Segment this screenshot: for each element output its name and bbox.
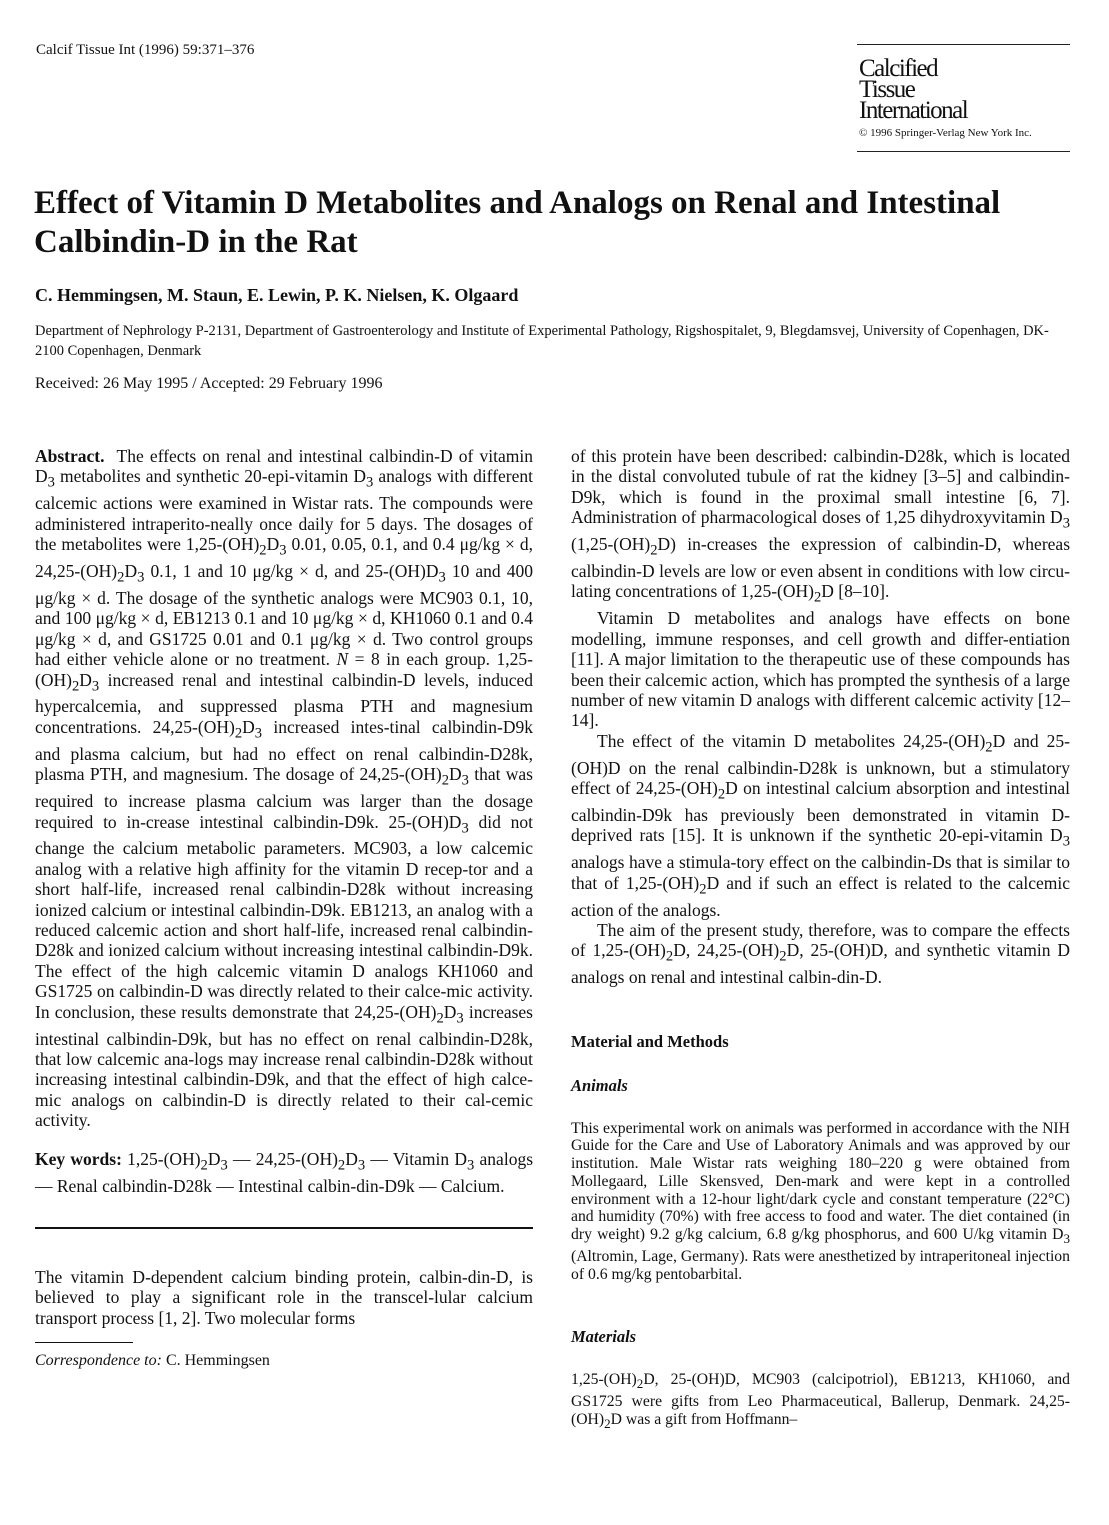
materials-paragraph: $1,25-(OH)_2D$, 25-(OH)D, MC903 (calcipotriol), EB1213, KH1060, and GS1725 were gifts from Leo Pharmaceutical, Ballerup, Denmark. $24,25-(OH)_2D$ was a gift from Hoffmann– (571, 1371, 1070, 1431)
copyright-notice: © 1996 Springer-Verlag New York Inc. (859, 127, 1032, 139)
animals-paragraph: This experimental work on animals was performed in accordance with the NIH Guide for the Care and Use of Laboratory Animals and was approved by our institution. Male Wistar rats weighing 180–220 g were obtained from Mollegaard, Lille Skensved, Den-mark and were kept in a controlled environment with a 12-hour light/dark cycle and constant temperature (22°C) and humidity (70%) with free access to food and water. The diet contained (in dry weight) 9.2 g/kg calcium, 6.8 g/kg phosphorus, and 600 U/kg vitamin $D_3$ (Altromin, Lage, Germany). Rats were anesthetized by intraperitoneal injection of 0.6 mg/kg pentobarbital. (571, 1119, 1070, 1283)
abstract (35, 446, 533, 1131)
journal-citation: Calcif Tissue Int (1996) 59:371–376 (36, 42, 255, 58)
journal-logo-line-2: Tissue (859, 76, 915, 103)
animals-heading: Animals (571, 1075, 628, 1095)
journal-logo-line-1: Calcified (859, 55, 938, 82)
keywords-text: $1,25-(OH)_2D_3$ — $24,25-(OH)_2D_3$ — Vitamin $D_3$ analogs — Renal calbindin-D28k — Intestinal calbin-din-D9k — Calcium. (35, 1148, 533, 1196)
keywords (35, 1149, 533, 1196)
received-accepted-dates: Received: 26 May 1995 / Accepted: 29 February 1996 (35, 375, 383, 392)
intro-paragraph-4: The aim of the present study, therefore, was to compare the effects of $1,25-(OH)_2D$, $24,25-(OH)_2D$, 25-(OH)D, and synthetic vitamin D analogs on renal and intestinal calbin-din-D. (571, 920, 1070, 988)
affiliation: Department of Nephrology P-2131, Department of Gastroenterology and Institute of Experimental Pathology, Rigshospitalet, 9, Blegdamsvej, University of Copenhagen, DK-2100 Copenhagen, Denmark (35, 323, 1049, 359)
author-list: C. Hemmingsen, M. Staun, E. Lewin, P. K. Nielsen, K. Olgaard (35, 285, 519, 305)
intro-paragraph-3: The effect of the vitamin D metabolites $24,25-(OH)_2D$ and 25-(OH)D on the renal calbindin-D28k is unknown, but a stimulatory effect of $24,25-(OH)_2D$ on intestinal calcium absorption and intestinal calbindin-D9k has previously been demonstrated in vitamin D-deprived rats [15]. It is unknown if the synthetic 20-epi-vitamin $D_3$ analogs have a stimula-tory effect on the calbindin-Ds that is similar to that of $1,25-(OH)_2D$ and if such an effect is related to the calcemic action of the analogs. (571, 730, 1071, 920)
correspondence-name: C. Hemmingsen (165, 1352, 270, 1370)
journal-logo-box (857, 44, 1070, 152)
correspondence-note (35, 1352, 533, 1370)
journal-logo (859, 55, 968, 124)
left-column (35, 446, 533, 1370)
correspondence-label: Correspondence to: (35, 1352, 162, 1370)
abstract-label: Abstract. (35, 446, 105, 466)
methods-heading: Material and Methods (571, 1031, 729, 1051)
intro-paragraph-2: Vitamin D metabolites and analogs have effects on bone modelling, immune responses, and cell growth and differ-entiation [11]. A major limitation to the therapeutic use of these compounds has been their calcemic action, which has prompted the synthesis of a large number of new vitamin D analogs with different calcemic activity [12–14]. (571, 608, 1070, 731)
materials-heading: Materials (571, 1327, 637, 1347)
keywords-label: Key words: (35, 1148, 122, 1169)
journal-logo-line-3: International (859, 97, 968, 124)
footnote-rule (35, 1342, 133, 1343)
right-column (571, 446, 1070, 1433)
intro-paragraph-1-continued: of this protein have been described: calbindin-D28k, which is located in the distal convoluted tubule of rat the kidney [3–5] and calbindin-D9k, which is found in the proximal small intestine [6, 7]. Administration of pharmacological doses of 1,25 dihydroxyvitamin $D_3$ $(1,25-(OH)_2D)$ in-creases the expression of calbindin-D, whereas calbindin-D levels are low or even absent in conditions with low circu-lating concentrations of $1,25-(OH)_2D$ [8–10]. (571, 446, 1070, 606)
article-title: Effect of Vitamin D Metabolites and Analogs on Renal and Intestinal Calbindin-D in the Rat (34, 185, 1001, 260)
section-divider (35, 1227, 533, 1229)
intro-paragraph-1: The vitamin D-dependent calcium binding protein, calbin-din-D, is believed to play a significant role in the transcel-lular calcium transport process [1, 2]. Two molecular forms (35, 1266, 533, 1328)
abstract-text: The effects on renal and intestinal calbindin-D of vitamin $D_3$ metabolites and synthetic 20-epi-vitamin $D_3$ analogs with different calcemic actions were examined in Wistar rats. The compounds were administered intraperito-neally once daily for 5 days. The dosages of the metabolites were $1,25-(OH)_2D_3$ 0.01, 0.05, 0.1, and 0.4 μg/kg × d, $24,25-(OH)_2D_3$ 0.1, 1 and 10 μg/kg × d, and $25-(OH)D_3$ 10 and 400 μg/kg × d. The dosage of the synthetic analogs were MC903 0.1, 10, and 100 μg/kg × d, EB1213 0.1 and 10 μg/kg × d, KH1060 0.1 and 0.4 μg/kg × d, and GS1725 0.01 and 0.1 μg/kg × d. Two control groups had either vehicle alone or no treatment. N = 8 in each group. $1,25-(OH)_2D_3$ increased renal and intestinal calbindin-D levels, induced hypercalcemia, and suppressed plasma PTH and magnesium concentrations. $24,25-(OH)_2D_3$ increased intes-tinal calbindin-D9k and plasma calcium, but had no effect on renal calbindin-D28k, plasma PTH, and magnesium. The dosage of $24,25-(OH)_2D_3$ that was required to increase plasma calcium was larger than the dosage required to in-crease intestinal calbindin-D9k. $25-(OH)D_3$ did not change the calcium metabolic parameters. MC903, a low calcemic analog with a relative high affinity for the vitamin D recep-tor and a short half-life, increased renal calbindin-D28k without increasing ionized calcium or intestinal calbindin-D9k. EB1213, an analog with a reduced calcemic action and short half-life, increased renal calbindin-D28k and ionized calcium without increasing intestinal calbindin-D9k. The effect of the high calcemic vitamin D analogs KH1060 and GS1725 on calbindin-D was directly related to their calce-mic activity. In conclusion, these results demonstrate that $24,25-(OH)_2D_3$ increases intestinal calbindin-D9k, but has no effect on renal calbindin-D28k, that low calcemic ana-logs may increase renal calbindin-D28k without increasing intestinal calbindin-D9k, and that the effect of high calce-mic analogs on calbindin-D is directly related to their cal-cemic activity. (35, 446, 534, 1131)
